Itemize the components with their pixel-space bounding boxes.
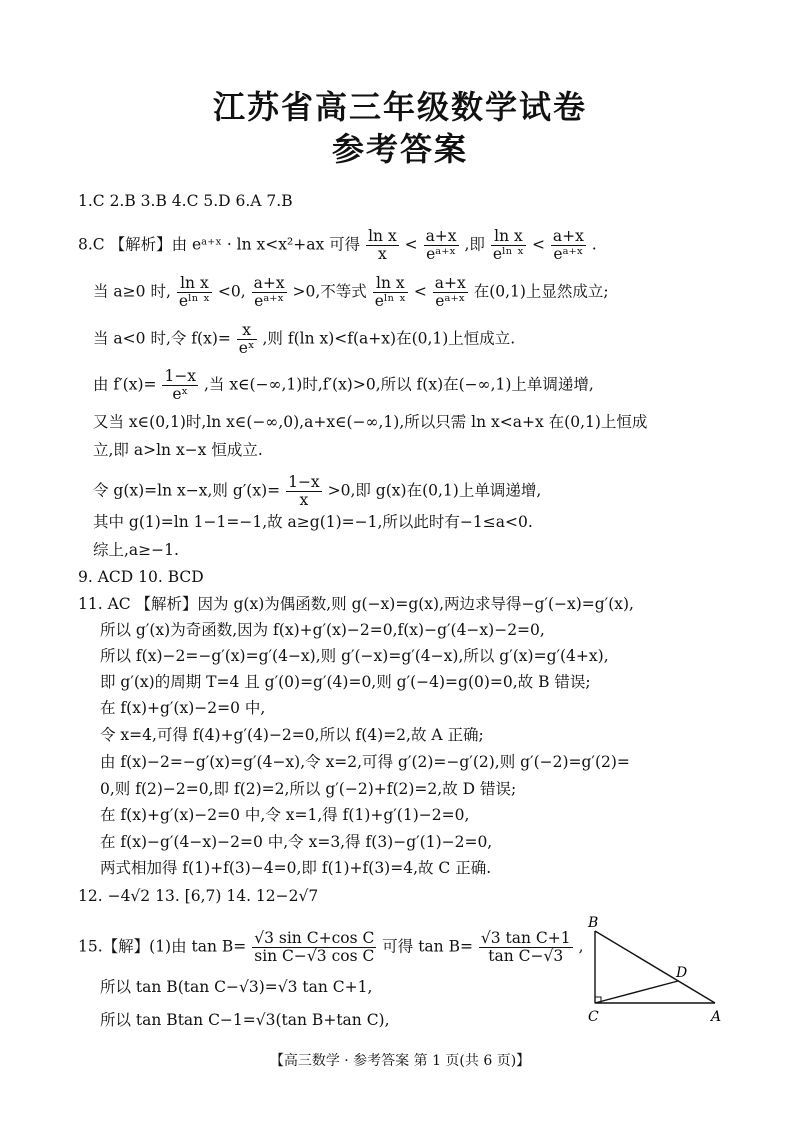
text: 由 f′(x)=	[93, 375, 157, 394]
label-b: B	[588, 915, 599, 931]
fraction	[491, 228, 526, 263]
text-line: 在 f(x)−g′(4−x)−2=0 中,令 x=3,得 f(3)−g′(1)−2=0,	[100, 833, 493, 851]
answers-1-7: 1.C 2.B 3.B 4.C 5.D 6.A 7.B	[78, 192, 293, 210]
text: ,则 f(ln x)<f(a+x)在(0,1)上恒成立.	[262, 329, 516, 348]
denominator: eˡⁿ ˣ	[178, 292, 210, 310]
numerator: a+x	[434, 274, 466, 292]
q8-derivative-f	[93, 368, 594, 403]
triangle-figure	[575, 915, 725, 1027]
fraction	[479, 930, 573, 965]
denominator: x	[378, 245, 387, 263]
denominator: eˡⁿ ˣ	[374, 292, 406, 310]
q15-line	[78, 930, 584, 965]
denominator: eᵃ⁺ˣ	[435, 292, 466, 310]
numerator: a+x	[552, 227, 584, 245]
text: ,当 x∈(−∞,1)时,f′(x)>0,所以 f(x)在(−∞,1)上单调递增,	[203, 375, 594, 394]
text: 8.C 【解析】由 eᵃ⁺ˣ · ln x<x²+ax 可得	[78, 235, 361, 254]
label-d: D	[676, 965, 688, 981]
text-line: 所以 g′(x)为奇函数,因为 f(x)+g′(x)−2=0,f(x)−g′(4−x)−2=0,	[100, 621, 545, 639]
denominator: tan C−√3	[488, 947, 564, 965]
text-line: 其中 g(1)=ln 1−1=−1,故 a≥g(1)=−1,所以此时有−1≤a<0.	[93, 513, 533, 531]
numerator: 1−x	[288, 473, 320, 491]
text: ,即	[464, 235, 485, 254]
numerator: ln x	[491, 228, 526, 246]
fraction	[424, 228, 459, 263]
text-line: 令 x=4,可得 f(4)+g′(4)−2=0,所以 f(4)=2,故 A 正确;	[100, 726, 484, 744]
numerator: ln x	[177, 275, 212, 293]
text: 15.【解】(1)由 tan B=	[78, 937, 247, 956]
fraction	[237, 322, 257, 357]
fraction	[286, 474, 322, 509]
text-line: 又当 x∈(0,1)时,ln x∈(−∞,0),a+x∈(−∞,1),所以只需 ln x<a+x 在(0,1)上恒成	[93, 413, 648, 431]
label-a: A	[711, 1009, 722, 1025]
numerator: ln x	[368, 227, 397, 245]
denominator: eᵃ⁺ˣ	[254, 292, 285, 310]
q8-case-a-neg	[93, 322, 515, 357]
denominator: eˣ	[238, 339, 255, 357]
denominator: sin C−√3 cos C	[254, 947, 375, 965]
label-c: C	[588, 1009, 599, 1025]
text: >0,即 g(x)在(0,1)上单调递增,	[327, 481, 542, 500]
text-line: 所以 f(x)−2=−g′(x)=g′(4−x),则 g′(−x)=g′(4−x),所以 g′(x)=g′(4+x),	[100, 647, 609, 665]
text-line: 0,则 f(2)−2=0,即 f(2)=2,所以 g′(−2)+f(2)=2,故 D 错误;	[100, 780, 517, 798]
text-line: 由 f(x)−2=−g′(x)=g′(4−x),令 x=2,可得 g′(2)=−g′(2),则 g′(−2)=g′(2)=	[100, 753, 630, 771]
numerator: ln x	[373, 275, 408, 293]
answers-12-14: 12. −4√2 13. [6,7) 14. 12−2√7	[78, 887, 319, 905]
answers-9-10: 9. ACD 10. BCD	[78, 568, 204, 586]
text-line: 两式相加得 f(1)+f(3)−4=0,即 f(1)+f(3)=4,故 C 正确.	[100, 859, 492, 877]
text: .	[591, 235, 597, 254]
text: 当 a<0 时,令 f(x)=	[93, 329, 231, 348]
fraction	[373, 275, 408, 310]
segment-cd	[595, 981, 678, 1003]
fraction	[366, 228, 399, 263]
page-footer: 【高三数学 · 参考答案 第 1 页(共 6 页)】	[269, 1053, 531, 1069]
fraction	[252, 275, 287, 310]
text-line: 综上,a≥−1.	[93, 541, 179, 559]
denominator: x	[299, 491, 309, 509]
text: <	[404, 235, 418, 254]
numerator: a+x	[425, 227, 457, 245]
numerator: 1−x	[164, 367, 197, 385]
text: <	[413, 282, 427, 301]
fraction	[433, 275, 468, 310]
text: 在(0,1)上显然成立;	[473, 282, 609, 301]
q11-line: 11. AC 【解析】因为 g(x)为偶函数,则 g(−x)=g(x),两边求导得−g′(−x)=g′(x),	[78, 595, 634, 613]
numerator: x	[237, 322, 257, 340]
text-line: 在 f(x)+g′(x)−2=0 中,	[100, 699, 266, 717]
q8-derivative-g	[93, 474, 541, 509]
edge-ba	[595, 931, 715, 1003]
numerator: √3 tan C+1	[480, 929, 571, 947]
denominator: eˡⁿ ˣ	[492, 245, 524, 263]
text: 当 a≥0 时,	[93, 282, 171, 301]
text: 令 g(x)=ln x−x,则 g′(x)=	[93, 481, 281, 500]
fraction	[162, 368, 198, 403]
text-line: 所以 tan B(tan C−√3)=√3 tan C+1,	[100, 978, 373, 996]
text: >0,不等式	[292, 282, 367, 301]
page-title: 江苏省高三年级数学试卷	[212, 88, 587, 126]
text-line: 在 f(x)+g′(x)−2=0 中,令 x=1,得 f(1)+g′(1)−2=0,	[100, 806, 470, 824]
numerator: a+x	[253, 274, 285, 292]
text: <	[531, 235, 545, 254]
text: 可得 tan B=	[382, 937, 473, 956]
text: <0,	[217, 282, 246, 301]
text-line: 立,即 a>ln x−x 恒成立.	[93, 441, 263, 459]
text-line: 所以 tan Btan C−1=√3(tan B+tan C),	[100, 1011, 390, 1029]
page-subtitle: 参考答案	[331, 130, 468, 168]
text-line: 即 g′(x)的周期 T=4 且 g′(0)=g′(4)=0,则 g′(−4)=g(0)=0,故 B 错误;	[100, 673, 591, 691]
numerator: √3 sin C+cos C	[254, 929, 375, 947]
text: ,	[578, 937, 584, 956]
denominator: eˣ	[172, 385, 189, 403]
fraction	[177, 275, 212, 310]
q8-case-a-nonneg	[93, 275, 609, 310]
fraction	[252, 930, 376, 965]
denominator: eᵃ⁺ˣ	[553, 245, 584, 263]
fraction	[551, 228, 586, 263]
q8-line	[78, 228, 597, 263]
denominator: eᵃ⁺ˣ	[426, 245, 456, 263]
